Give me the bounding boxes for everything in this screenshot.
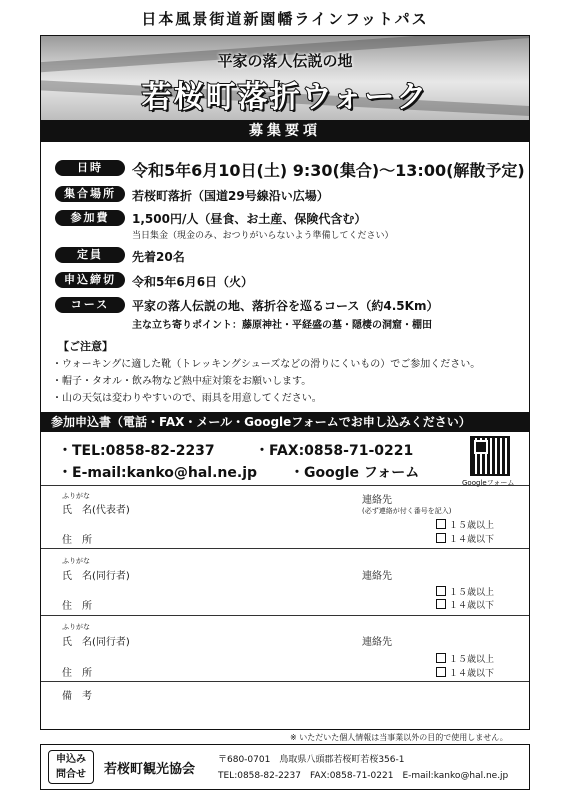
inquiry-tag-line2: 問合せ (56, 769, 86, 780)
value-deadline: 令和5年6月6日（火） (132, 275, 254, 289)
application-heading: 参加申込書（電話・FAX・メール・Googleフォームでお申し込みください） (41, 412, 529, 432)
privacy-note: ※ いただいた個人情報は当事業以外の目的で使用しません。 (290, 733, 508, 742)
label-deadline: 申込締切 (55, 272, 125, 288)
address-field[interactable]: 住 所 (62, 668, 92, 679)
furigana-label: ふりがな (62, 492, 90, 500)
label-fee: 参加費 (55, 210, 125, 226)
value-course: 平家の落人伝説の地、落折谷を巡るコース（約4.5Km） (132, 299, 439, 313)
course-points: 主な立ち寄りポイント：藤原神社・平経盛の墓・隠棲の洞窟・棚田 (132, 320, 432, 331)
contact-field[interactable]: 連絡先 (362, 571, 392, 582)
form-divider (41, 485, 529, 486)
age-under-checkbox[interactable]: １４歳以下 (436, 532, 494, 545)
contact-google-form[interactable]: ・Google フォーム (290, 465, 420, 481)
qr-caption: Googleフォーム (462, 479, 515, 487)
age-over-checkbox[interactable]: １５歳以上 (436, 652, 494, 665)
age-over-checkbox[interactable]: １５歳以上 (436, 518, 494, 531)
name-companion-field[interactable]: 氏 名(同行者) (62, 571, 130, 582)
section-heading: 募集要項 (41, 120, 529, 142)
contact-field[interactable]: 連絡先 (362, 637, 392, 648)
name-rep-field[interactable]: 氏 名(代表者) (62, 505, 130, 516)
inquiry-tag-line1: 申込み (56, 754, 86, 765)
name-companion-field[interactable]: 氏 名(同行者) (62, 637, 130, 648)
age-under-checkbox[interactable]: １４歳以下 (436, 598, 494, 611)
address-field[interactable]: 住 所 (62, 601, 92, 612)
value-capacity: 先着20名 (132, 250, 185, 264)
form-divider (41, 548, 529, 549)
inquiry-tag (48, 750, 94, 784)
label-course: コース (55, 297, 125, 313)
event-title: 若桜町落折ウォーク (141, 80, 429, 115)
value-meeting-place: 若桜町落折（国道29号線沿い広場） (132, 189, 329, 203)
form-divider (41, 681, 529, 682)
label-capacity: 定員 (55, 247, 125, 263)
series-title: 日本風景街道新園幡ラインフットパス (141, 10, 429, 28)
fee-note: 当日集金（現金のみ、おつりがいらないよう準備してください） (132, 231, 394, 241)
event-subtitle: 平家の落人伝説の地 (217, 52, 353, 70)
age-under-checkbox[interactable]: １４歳以下 (436, 666, 494, 679)
address-field[interactable]: 住 所 (62, 535, 92, 546)
notice-heading: 【ご注意】 (58, 340, 113, 353)
notice-item: ・帽子・タオル・飲み物など熱中症対策をお願いします。 (52, 376, 312, 387)
age-over-checkbox[interactable]: １５歳以上 (436, 585, 494, 598)
organization-address: 〒680-0701 鳥取県八頭郡若桜町若桜356-1 (218, 755, 405, 765)
contact-note: (必ず連絡が付く番号を記入) (362, 507, 452, 515)
contact-tel: ・TEL:0858-82-2237 (58, 443, 215, 459)
contact-field[interactable]: 連絡先 (362, 495, 392, 506)
notice-item: ・山の天気は変わりやすいので、雨具を用意してください。 (52, 393, 322, 404)
contact-email[interactable]: ・E-mail:kanko@hal.ne.jp (58, 465, 258, 481)
furigana-label: ふりがな (62, 623, 90, 631)
label-datetime: 日時 (55, 160, 125, 176)
organization-name: 若桜町観光協会 (104, 762, 196, 777)
value-fee: 1,500円/人（昼食、お土産、保険代含む） (132, 212, 367, 226)
value-datetime: 令和5年6月10日(土) 9:30(集合)～13:00(解散予定) (132, 161, 525, 180)
title-banner (41, 36, 529, 120)
remarks-field[interactable]: 備 考 (62, 691, 92, 702)
notice-item: ・ウォーキングに適した靴（トレッキングシューズなどの滑りにくいもの）でご参加ください。 (52, 359, 481, 370)
contact-fax: ・FAX:0858-71-0221 (255, 443, 414, 459)
qr-code-icon[interactable] (470, 436, 510, 476)
form-divider (41, 615, 529, 616)
label-meeting-place: 集合場所 (55, 186, 125, 202)
organization-contacts: TEL:0858-82-2237 FAX:0858-71-0221 E-mail:kanko@hal.ne.jp (218, 771, 509, 781)
furigana-label: ふりがな (62, 557, 90, 565)
